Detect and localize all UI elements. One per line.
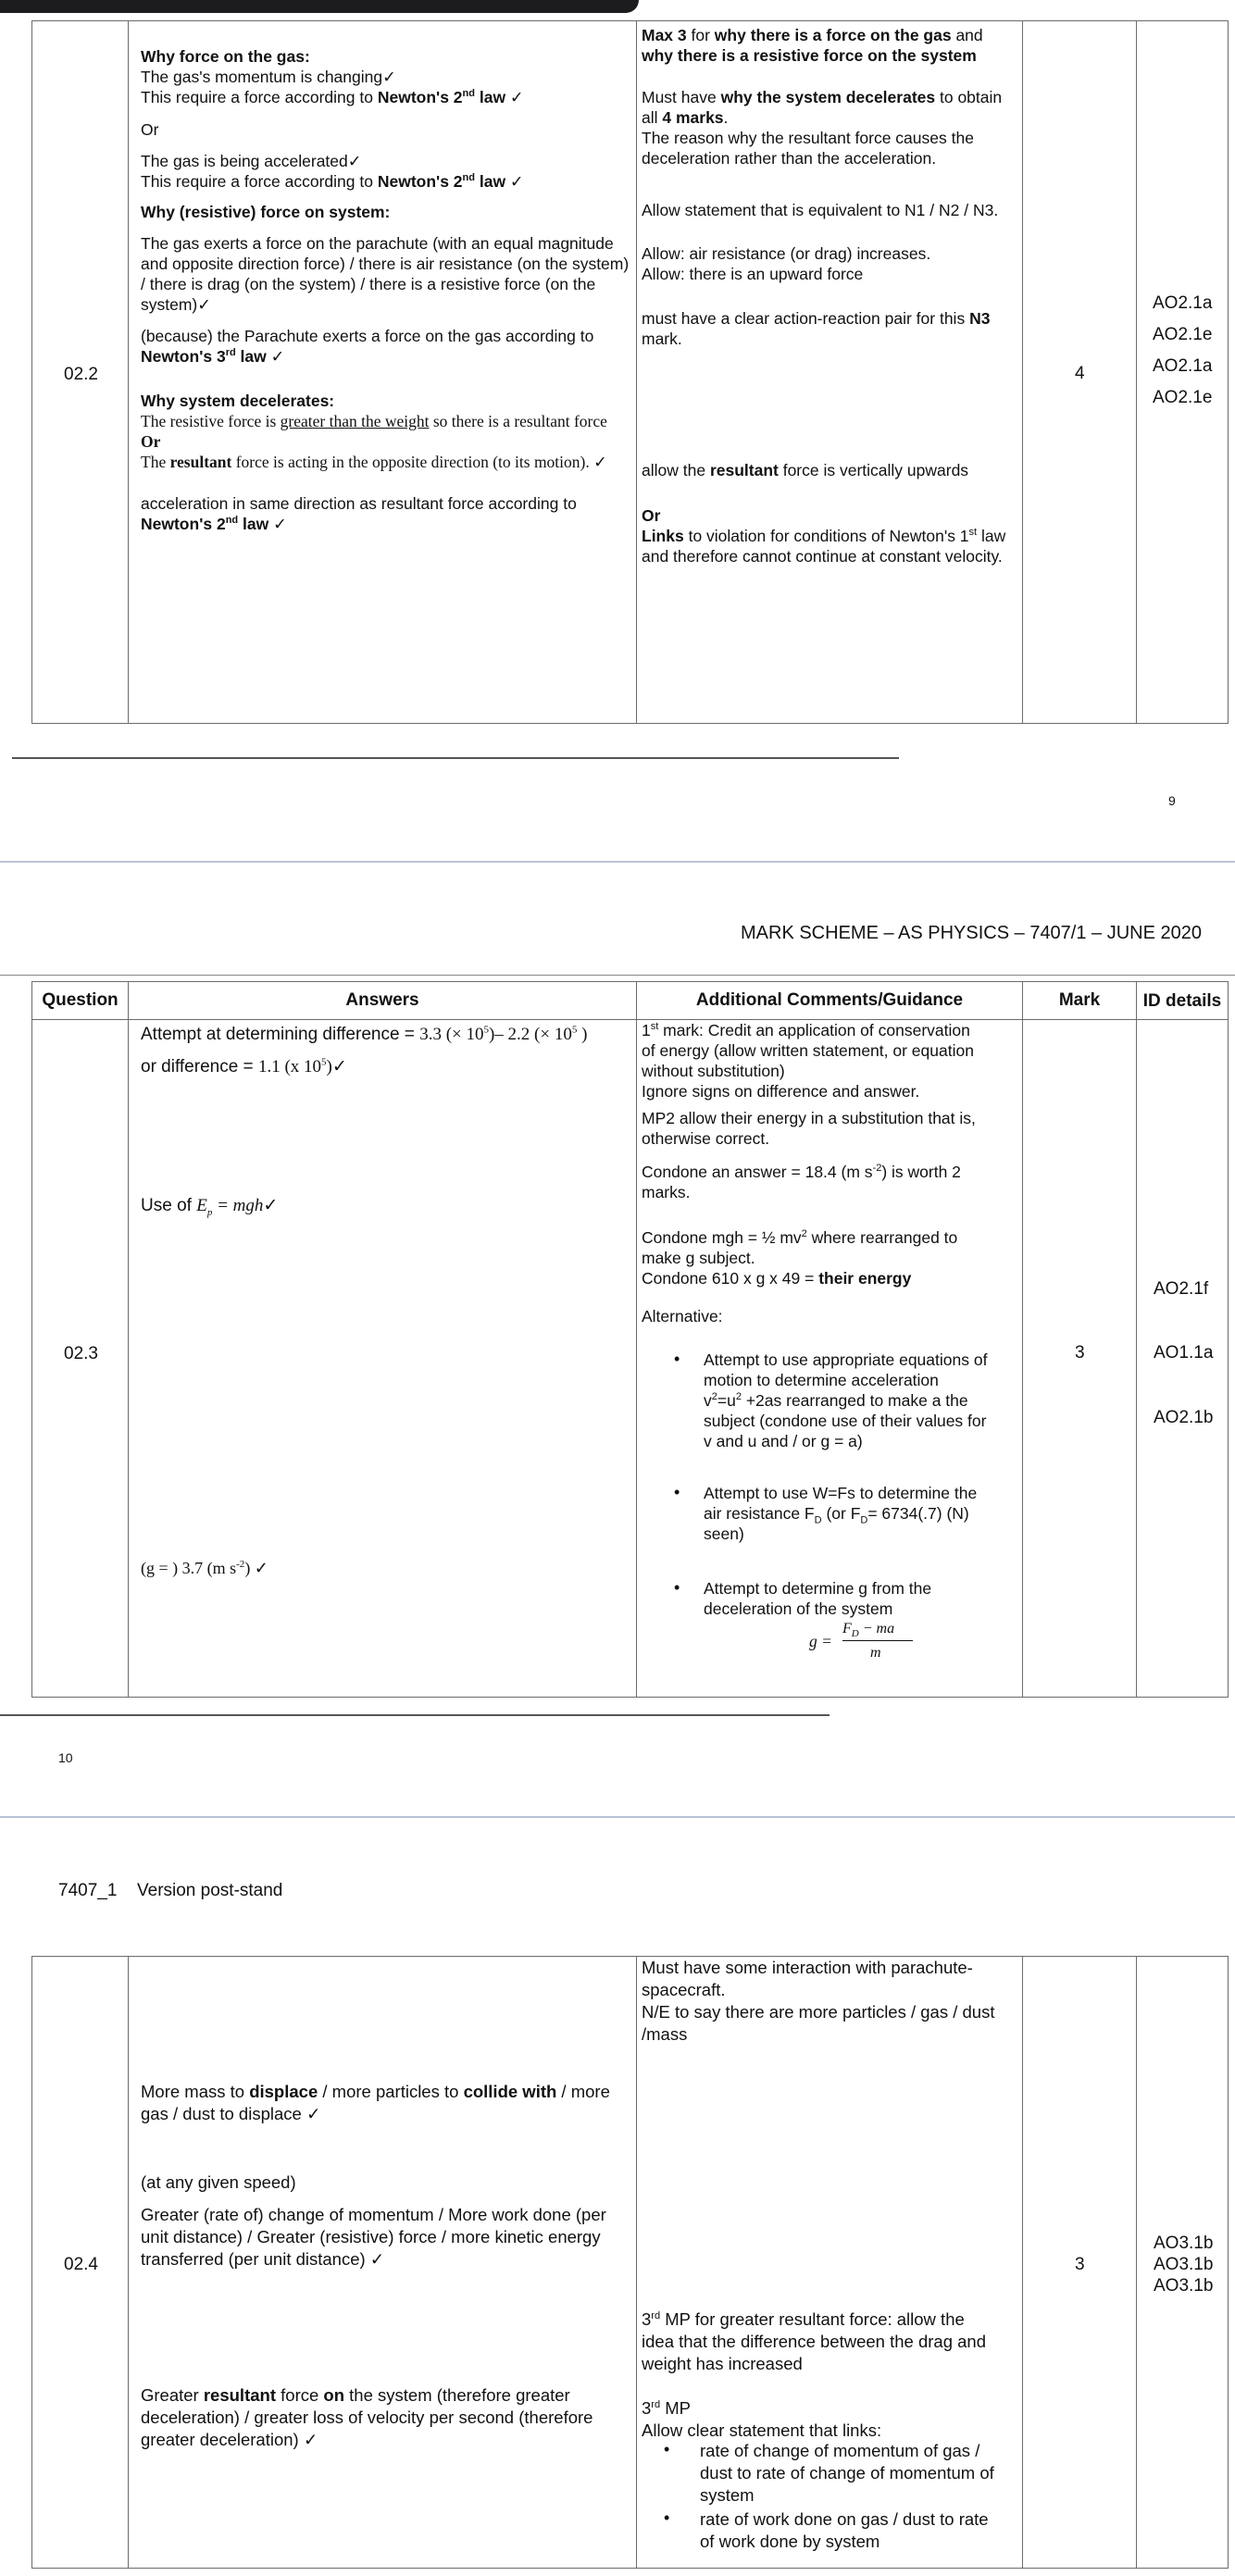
answers-cell <box>129 1020 637 1698</box>
answer-line: deceleration) / greater loss of velocity per second (therefore <box>141 2408 593 2427</box>
guidance-line: rate of work done on gas / dust to rate <box>700 2509 989 2529</box>
answer-line: Use of $E_p$ = mgh✓ <box>141 1196 279 1218</box>
guidance-cell <box>637 21 1023 724</box>
answer-line: The resultant force is acting in the opposite direction (to its motion). ✓ <box>141 453 607 471</box>
mark-cell <box>1023 1020 1137 1698</box>
guidance-line: Allow clear statement that links: <box>642 2420 882 2440</box>
mark-cell <box>1023 1957 1137 2569</box>
id-code: AO2.1b <box>1154 1408 1214 1427</box>
answer-line: transferred (per unit distance) ✓ <box>141 2249 385 2269</box>
answer-line: and opposite direction force) / there is air resistance (on the system) <box>141 255 630 273</box>
guidance-line: Allow: air resistance (or drag) increases. <box>642 244 931 263</box>
guidance-line: The reason why the resultant force causes the <box>642 129 974 147</box>
guidance-line: 3rd MP for greater resultant force: allow the <box>642 2309 965 2329</box>
answer-line: Greater (rate of) change of momentum / More work done (per <box>141 2205 606 2224</box>
answer-line: Newton's 2nd law ✓ <box>141 515 287 533</box>
guidance-line: 1st mark: Credit an application of conservation <box>642 1021 970 1039</box>
id-code: AO1.1a <box>1154 1343 1214 1363</box>
or-text: Or <box>141 120 159 139</box>
guidance-line: and therefore cannot continue at constant velocity. <box>642 547 1003 566</box>
guidance-line: without substitution) <box>642 1062 785 1080</box>
guidance-line: subject (condone use of their values for <box>704 1412 987 1430</box>
question-number: 02.4 <box>64 2255 98 2274</box>
guidance-line: rate of change of momentum of gas / <box>700 2441 980 2460</box>
guidance-line: system <box>700 2485 755 2505</box>
answer-line: The resistive force is greater than the weight so there is a resultant force <box>141 412 607 430</box>
answer-line: This require a force according to Newton's 2nd law ✓ <box>141 172 524 191</box>
bullet-dot: • <box>674 1483 680 1501</box>
guidance-line: marks. <box>642 1183 691 1201</box>
answer-line: acceleration in same direction as resultant force according to <box>141 494 577 513</box>
page-number: 10 <box>58 1750 73 1765</box>
mark-table-02-2 <box>31 20 1229 724</box>
or-text: Or <box>642 506 661 525</box>
answers-cell <box>129 1957 637 2569</box>
guidance-line: dust to rate of change of momentum of <box>700 2463 994 2483</box>
formula-g-label: g = <box>809 1632 832 1650</box>
id-code: AO2.1e <box>1153 388 1213 407</box>
heading-resistive-force: Why (resistive) force on system: <box>141 203 391 221</box>
guidance-line: deceleration rather than the acceleration. <box>642 149 937 168</box>
guidance-line: mark. <box>642 330 682 348</box>
guidance-line: all 4 marks. <box>642 108 729 127</box>
guidance-line: seen) <box>704 1524 744 1543</box>
answer-line: or difference = 1.1 (x $10^5)✓$ <box>141 1056 347 1076</box>
dark-header-bar <box>0 0 639 13</box>
question-number: 02.2 <box>64 365 98 384</box>
guidance-line: Ignore signs on difference and answer. <box>642 1082 920 1101</box>
guidance-line: Links to violation for conditions of Newton's 1st law <box>642 527 1006 545</box>
guidance-line: weight has increased <box>642 2354 803 2373</box>
bullet-dot: • <box>674 1350 680 1368</box>
guidance-line: otherwise correct. <box>642 1129 770 1148</box>
heading-force-gas: Why force on the gas: <box>141 47 310 66</box>
top-status-strip <box>0 0 1235 13</box>
guidance-line: Must have why the system decelerates to obtain <box>642 88 1003 106</box>
bullet-dot: • <box>664 2508 670 2527</box>
id-code: AO2.1a <box>1153 356 1213 376</box>
mark-table-02-3 <box>31 981 1229 1698</box>
or-text: Or <box>141 432 161 451</box>
guidance-cell <box>637 1020 1023 1698</box>
guidance-line: Must have some interaction with parachute- <box>642 1958 973 1977</box>
guidance-line: idea that the difference between the drag and <box>642 2332 986 2351</box>
answer-line: unit distance) / Greater (resistive) force / more kinetic energy <box>141 2227 601 2246</box>
column-header-id: ID details <box>1137 982 1229 1020</box>
formula-denominator: m <box>870 1645 881 1661</box>
guidance-line: Attempt to use appropriate equations of <box>704 1350 988 1369</box>
answer-line: The gas is being accelerated✓ <box>141 152 362 170</box>
guidance-line: Allow: there is an upward force <box>642 265 864 283</box>
guidance-line: 3rd MP <box>642 2398 691 2418</box>
answer-line: Greater resultant force on the system (therefore greater <box>141 2385 570 2405</box>
id-code: AO2.1e <box>1153 325 1213 344</box>
id-cell <box>1137 1957 1229 2569</box>
question-number: 02.3 <box>64 1344 98 1363</box>
question-cell <box>32 1020 129 1698</box>
mark-value: 3 <box>1075 1343 1085 1363</box>
id-cell <box>1137 1020 1229 1698</box>
guidance-line: deceleration of the system <box>704 1599 893 1618</box>
guidance-line: Condone mgh = ½ $mv^2$ where rearranged to <box>642 1228 958 1247</box>
guidance-line: $v^2=u^2 +2as$ rearranged to make a the <box>704 1391 968 1410</box>
guidance-line: spacecraft. <box>642 1980 726 1999</box>
question-cell <box>32 21 129 724</box>
guidance-line: air resistance $F_D$ (or $F_D= 6734(.7)$ (N) <box>704 1504 969 1526</box>
mark-cell <box>1023 21 1137 724</box>
guidance-line: Attempt to use W=Fs to determine the <box>704 1484 978 1502</box>
guidance-line: v and u and / or g = a) <box>704 1432 863 1450</box>
answer-line: gas / dust to displace ✓ <box>141 2104 321 2123</box>
column-header-guidance: Additional Comments/Guidance <box>637 982 1023 1020</box>
answer-line: The gas exerts a force on the parachute (with an equal magnitude <box>141 234 614 253</box>
guidance-line: Allow statement that is equivalent to N1 / N2 / N3. <box>642 201 999 219</box>
mark-table-02-4 <box>31 1956 1229 2569</box>
id-code: AO2.1a <box>1153 293 1213 313</box>
id-code: AO3.1b <box>1154 2234 1214 2253</box>
footer-rule <box>12 757 899 759</box>
guidance-cell <box>637 1957 1023 2569</box>
guidance-line: Condone an answer = 18.4 (m $s^{-2}$) is worth 2 <box>642 1163 961 1181</box>
header-title: MARK SCHEME – AS PHYSICS – 7407/1 – JUNE 2020 <box>741 923 1202 943</box>
guidance-line: Max 3 for why there is a force on the gas and <box>642 26 983 44</box>
answer-line: (at any given speed) <box>141 2172 296 2192</box>
answer-line: More mass to displace / more particles to collide with / more <box>141 2082 610 2101</box>
header-rule <box>0 975 1235 976</box>
bullet-dot: • <box>674 1578 680 1597</box>
answer-line: The gas's momentum is changing✓ <box>141 68 396 86</box>
page-number: 9 <box>1168 793 1176 808</box>
column-header-mark: Mark <box>1023 982 1137 1020</box>
fraction-bar <box>842 1640 913 1641</box>
guidance-line: allow the resultant force is vertically upwards <box>642 461 969 479</box>
answer-line: system)✓ <box>141 295 211 314</box>
mark-value: 3 <box>1075 2255 1085 2274</box>
page-separator <box>0 1816 1235 1818</box>
guidance-line: /mass <box>642 2024 688 2044</box>
guidance-line: must have a clear action-reaction pair for this N3 <box>642 309 991 328</box>
guidance-line: Condone 610 x g x 49 = their energy <box>642 1269 912 1288</box>
guidance-line: N/E to say there are more particles / gas / dust <box>642 2002 995 2022</box>
answer-line: (because) the Parachute exerts a force on the gas according to <box>141 327 594 345</box>
version-code: 7407_1 <box>58 1881 118 1900</box>
guidance-line: MP2 allow their energy in a substitution that is, <box>642 1109 976 1127</box>
guidance-line: Alternative: <box>642 1307 723 1325</box>
question-cell <box>32 1957 129 2569</box>
version-label: Version post-stand <box>137 1881 283 1900</box>
answer-line: (g = ) 3.7 (m $s^{-2}$) ✓ <box>141 1559 268 1577</box>
answers-cell <box>129 21 637 724</box>
answer-line: Newton's 3rd law ✓ <box>141 347 285 366</box>
guidance-line: why there is a resistive force on the system <box>642 46 977 65</box>
formula-numerator: $F_D$ − ma <box>842 1621 895 1640</box>
answer-line: greater deceleration) ✓ <box>141 2430 318 2449</box>
guidance-line: of energy (allow written statement, or equation <box>642 1041 974 1060</box>
guidance-line: motion to determine acceleration <box>704 1371 939 1389</box>
mark-value: 4 <box>1075 364 1085 383</box>
bullet-dot: • <box>664 2440 670 2458</box>
guidance-line: Attempt to determine g from the <box>704 1579 932 1598</box>
id-code: AO2.1f <box>1154 1279 1209 1299</box>
column-header-answers: Answers <box>129 982 637 1020</box>
page-separator <box>0 861 1235 863</box>
id-cell <box>1137 21 1229 724</box>
id-code: AO3.1b <box>1154 2276 1214 2296</box>
answer-line: Attempt at determining difference = 3.3 (× $10^5)-$ 2.2 (× $10^5$ ) <box>141 1024 588 1044</box>
answer-line: / there is drag (on the system) / there is a resistive force (on the <box>141 275 596 293</box>
id-code: AO3.1b <box>1154 2255 1214 2274</box>
footer-rule <box>0 1714 830 1716</box>
column-header-question: Question <box>32 982 129 1020</box>
guidance-line: of work done by system <box>700 2532 880 2551</box>
guidance-line: make g subject. <box>642 1249 755 1267</box>
answer-line: This require a force according to Newton's 2nd law ✓ <box>141 88 524 106</box>
heading-decelerates: Why system decelerates: <box>141 392 335 410</box>
